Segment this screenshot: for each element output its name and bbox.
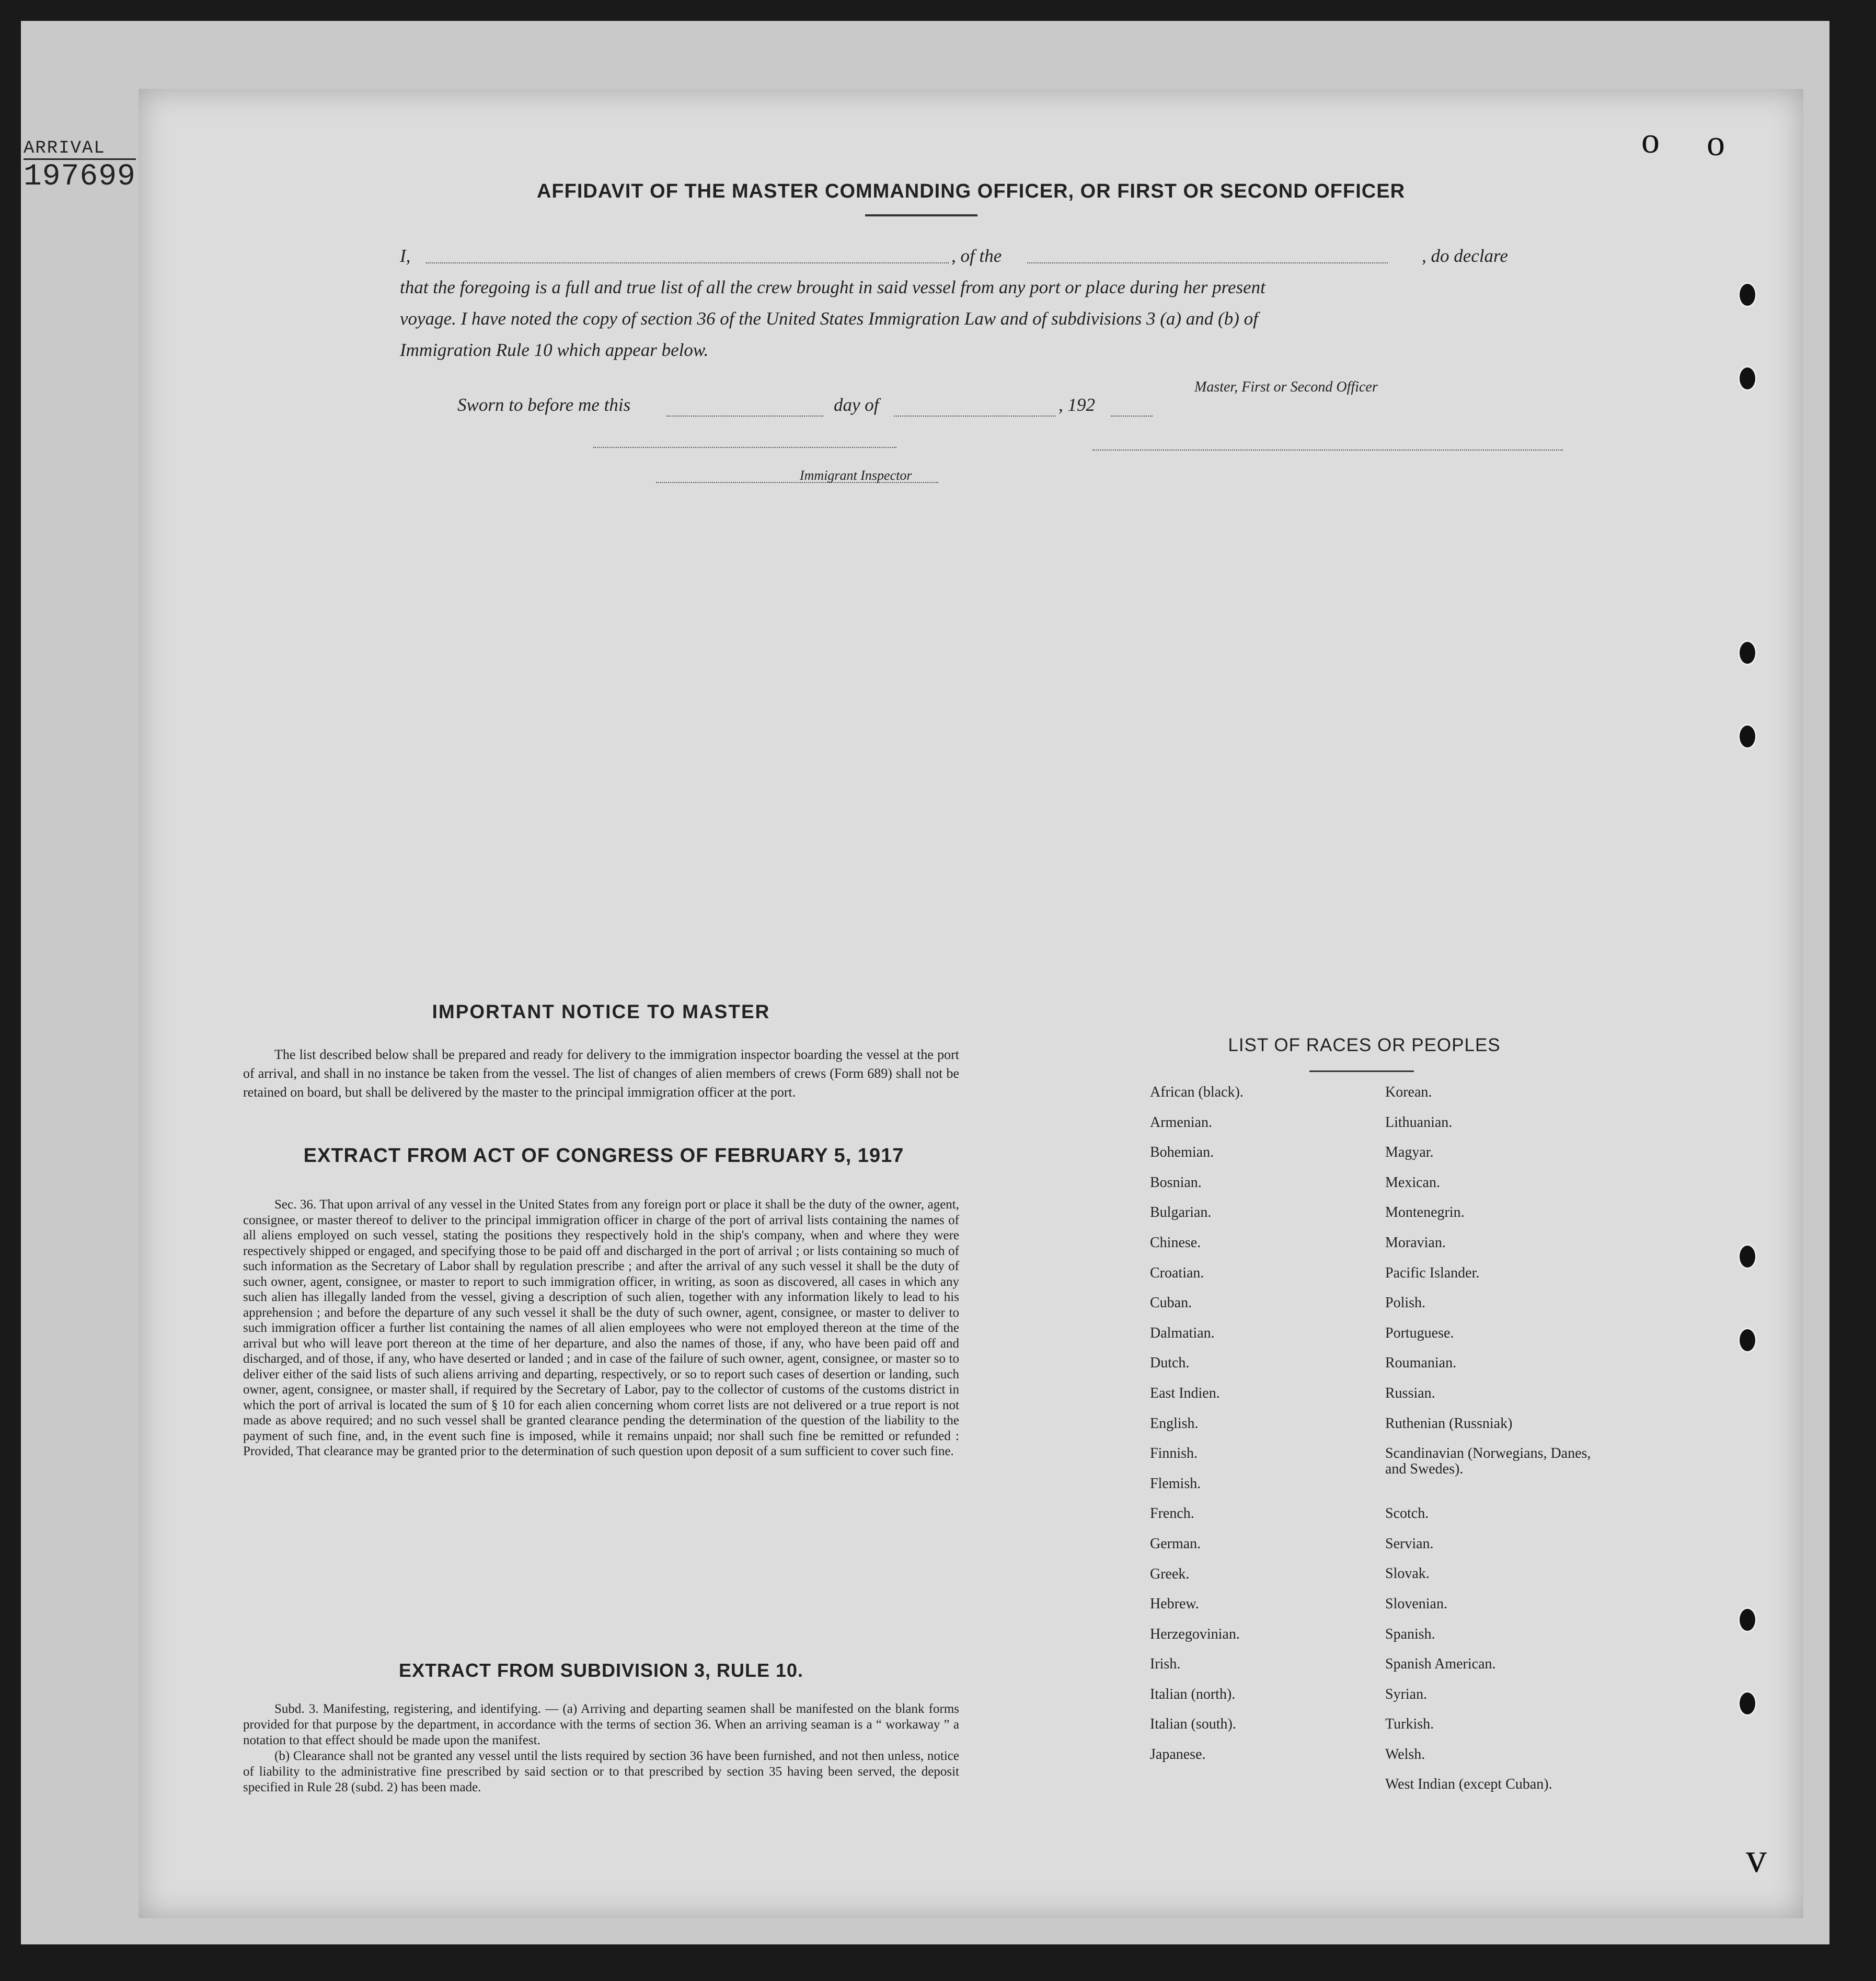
race-item: Mexican. <box>1385 1174 1440 1191</box>
race-item: Turkish. <box>1385 1716 1434 1733</box>
do-declare-text: , do declare <box>1422 246 1508 266</box>
check-mark-icon: o <box>1707 123 1725 164</box>
punch-hole-icon <box>1738 1607 1757 1632</box>
race-item: Portuguese. <box>1385 1324 1454 1341</box>
title-underline <box>865 214 977 216</box>
master-name-line[interactable] <box>426 262 949 263</box>
day-of-text: day of <box>834 395 879 415</box>
race-item: Armenian. <box>1150 1114 1212 1131</box>
declaration-line-4: Immigration Rule 10 which appear below. <box>400 340 709 360</box>
race-item: Russian. <box>1385 1385 1435 1401</box>
punch-hole-icon <box>1738 1328 1757 1353</box>
declaration-start: I, <box>400 246 411 266</box>
race-item: Slovenian. <box>1385 1595 1447 1612</box>
rule-extract-text <box>243 1701 959 1795</box>
race-item: Flemish. <box>1150 1475 1201 1492</box>
rule-para-b: (b) Clearance shall not be granted any vessel until the lists required by section 36 have been furnished, and not then unless, notice of liability to the administrative fine prescribed by said section or to that prescribed by section 35 having been served, the deposit specified in Rule 28 (subd. 2) has been made. <box>243 1749 959 1794</box>
race-item: Bulgarian. <box>1150 1204 1212 1221</box>
race-item: Polish. <box>1385 1295 1426 1311</box>
punch-hole-icon <box>1738 282 1757 307</box>
inspector-signature-line[interactable] <box>593 447 896 448</box>
race-item: Korean. <box>1385 1084 1432 1100</box>
race-item: East Indien. <box>1150 1385 1220 1401</box>
race-item: Lithuanian. <box>1385 1114 1453 1131</box>
race-item: Croatian. <box>1150 1264 1204 1281</box>
section-36-text: Sec. 36. That upon arrival of any vessel in the United States from any foreign port or place it shall be the duty of the owner, agent, consignee, or master thereof to deliver to the principal immigration officer in charge of the port of arrival lists containing the names of all aliens employed on such vessel, stating the positions they respectively hold in the ship's company, when and where they were respectively shipped or engaged, and specifying those to be paid off and discharged in the port of arrival ; or lists containing so much of such information as the Secretary of Labor shall by regulation prescribe ; and after the arrival of any such vessel it shall be the duty of such owner, agent, consignee, or master to report to such immigration officer, in writing, as soon as discovered, all cases in which any such alien has illegally landed from the vessel, giving a description of such alien, together with any information likely to lead to his apprehension ; and before the departure of any such vessel it shall be the duty of such owner, agent, consignee, or master to deliver to such immigration officer a further list containing the names of all alien employees who were not employed thereon at the time of the arrival but who will leave port thereon at the time of her departure, and also the names of those, if any, who have been paid off and discharged, and of those, if any, who have deserted or landed ; and in case of the failure of such owner, agent, consignee, or master so to deliver either of the said lists of such aliens arriving and departing, respectively, or so to report such cases of desertion or landing, such owner, agent, consignee, or master shall, if required by the Secretary of Labor, pay to the collector of customs of the customs district in which the port of arrival is located the sum of § 10 for each alien concerning whom corret lists are not delivered or a true report is not made as above required; and no such vessel shall be granted clearance pending the determination of the question of the liability to the payment of such fine, and, in the event such fine is imposed, while it remains unpaid; nor shall such fine be remitted or refunded : Provided, That clearance may be granted prior to the determination of such question upon deposit of a sum sufficient to cover such fine. <box>243 1197 959 1458</box>
race-item: Dalmatian. <box>1150 1324 1215 1341</box>
race-item: Servian. <box>1385 1535 1434 1552</box>
race-item: Magyar. <box>1385 1144 1434 1161</box>
year-prefix: , 192 <box>1058 395 1095 415</box>
manifest-sheet <box>139 89 1803 1918</box>
check-mark-icon: o <box>1641 121 1660 161</box>
race-item: Scandinavian (Norwegians, Danes, and Swedes). <box>1385 1445 1591 1478</box>
act-extract-title: EXTRACT FROM ACT OF CONGRESS OF FEBRUARY 5, 1917 <box>303 1145 904 1167</box>
races-left-column <box>1150 1085 1244 1777</box>
sworn-day-line[interactable] <box>666 416 823 417</box>
race-item: Cuban. <box>1150 1295 1192 1311</box>
sworn-text: Sworn to before me this <box>457 395 631 415</box>
race-item: Ruthenian (Russniak) <box>1385 1415 1513 1432</box>
arrival-number: 197699 <box>24 160 136 194</box>
tick-mark-icon: v <box>1746 1835 1767 1881</box>
sworn-year-line[interactable] <box>1111 416 1153 417</box>
sworn-month-line[interactable] <box>894 416 1056 417</box>
punch-hole-icon <box>1738 724 1757 749</box>
race-item: Slovak. <box>1385 1565 1430 1582</box>
races-right-column <box>1385 1085 1594 1807</box>
race-item: Syrian. <box>1385 1686 1428 1702</box>
rule-para-a: Subd. 3. Manifesting, registering, and identifying. — (a) Arriving and departing seamen shall be manifested on the blank forms provided for that purpose by the department, in accordance with the terms of section 36. When an arriving seaman is a “ workaway ” a notation to that effect should be made upon the manifest. <box>243 1702 959 1747</box>
race-item: Bohemian. <box>1150 1144 1214 1161</box>
race-item: West Indian (except Cuban). <box>1385 1776 1552 1793</box>
master-signature-label: Master, First or Second Officer <box>1194 379 1378 395</box>
race-item: Finnish. <box>1150 1445 1198 1462</box>
race-item: Montenegrin. <box>1385 1204 1465 1221</box>
race-item: French. <box>1150 1505 1194 1522</box>
of-the-text: , of the <box>951 246 1002 266</box>
race-item: Dutch. <box>1150 1355 1190 1372</box>
declaration-line-2: that the foregoing is a full and true list of all the crew brought in said vessel from any port or place during her present <box>400 277 1265 297</box>
race-item: German. <box>1150 1535 1201 1552</box>
races-title: LIST OF RACES OR PEOPLES <box>1228 1035 1501 1055</box>
race-item: Greek. <box>1150 1565 1190 1582</box>
race-item: Italian (south). <box>1150 1716 1236 1733</box>
notice-title: IMPORTANT NOTICE TO MASTER <box>432 1001 770 1022</box>
declaration-block <box>400 240 1602 366</box>
punch-hole-icon <box>1738 1691 1757 1716</box>
race-item: Welsh. <box>1385 1746 1425 1763</box>
races-underline <box>1309 1070 1414 1072</box>
vessel-name-line[interactable] <box>1027 262 1388 263</box>
race-item: Bosnian. <box>1150 1174 1202 1191</box>
race-item: Italian (north). <box>1150 1686 1236 1702</box>
race-item: Roumanian. <box>1385 1355 1457 1372</box>
race-item: Japanese. <box>1150 1746 1206 1763</box>
race-item: Spanish. <box>1385 1626 1435 1642</box>
race-item: Irish. <box>1150 1656 1181 1673</box>
race-item: English. <box>1150 1415 1199 1432</box>
race-item: Herzegovinian. <box>1150 1626 1240 1642</box>
race-item: Moravian. <box>1385 1234 1446 1251</box>
punch-hole-icon <box>1738 640 1757 665</box>
notice-text: The list described below shall be prepared and ready for delivery to the immigration inspector boarding the vessel at the port of arrival, and shall in no instance be taken from the vessel. The list of changes of alien members of crews (Form 689) shall not be retained on board, but shall be delivered by the master to the principal immigration officer at the port. <box>243 1047 959 1100</box>
inspector-label: Immigrant Inspector <box>800 468 912 483</box>
race-item: Hebrew. <box>1150 1596 1199 1613</box>
arrival-stamp <box>24 139 136 194</box>
master-signature-line[interactable] <box>1092 450 1563 451</box>
race-item: Scotch. <box>1385 1505 1429 1522</box>
punch-hole-icon <box>1738 1244 1757 1269</box>
affidavit-title: AFFIDAVIT OF THE MASTER COMMANDING OFFICER, OR FIRST OR SECOND OFFICER <box>536 180 1406 202</box>
declaration-line-3: voyage. I have noted the copy of section 36 of the United States Immigration Law and of subdivisions 3 (a) and (b) of <box>400 308 1258 329</box>
race-item: African (black). <box>1150 1084 1244 1100</box>
race-item: Spanish American. <box>1385 1656 1496 1673</box>
arrival-label: ARRIVAL <box>24 139 136 160</box>
rule-extract-title: EXTRACT FROM SUBDIVISION 3, RULE 10. <box>398 1660 804 1681</box>
punch-hole-icon <box>1738 366 1757 391</box>
race-item: Pacific Islander. <box>1385 1264 1480 1281</box>
race-item: Chinese. <box>1150 1234 1201 1251</box>
